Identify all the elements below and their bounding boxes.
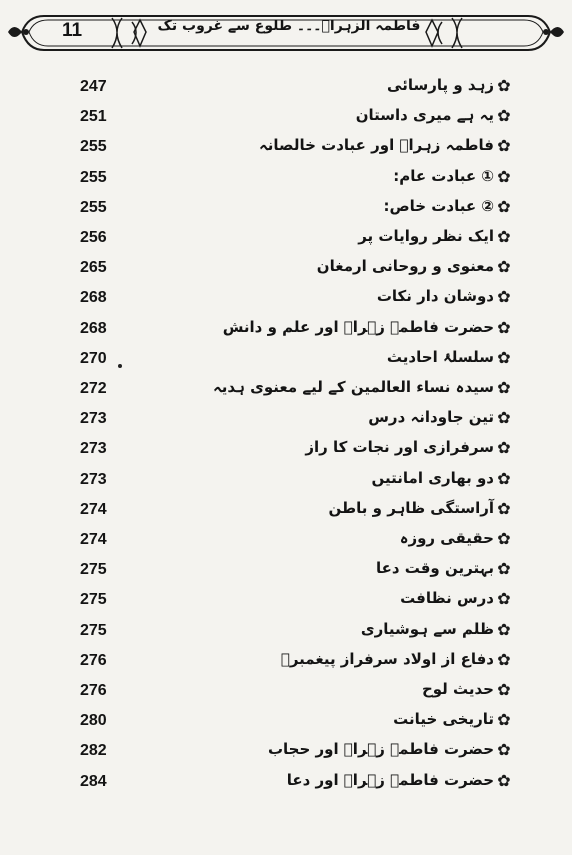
toc-page-number: 268	[80, 289, 107, 307]
toc-entry-title: سرفرازی اور نجات کا راز	[305, 438, 494, 457]
toc-row	[0, 738, 572, 768]
toc-row	[0, 225, 572, 255]
flower-bullet-icon: ✿	[497, 257, 511, 277]
toc-page-number: 274	[80, 500, 107, 518]
flower-bullet-icon: ✿	[497, 408, 511, 428]
stray-ink-dot	[118, 364, 122, 368]
toc-entry-title: تین جاودانہ درس	[368, 408, 494, 427]
flower-bullet-icon: ✿	[497, 529, 511, 548]
flower-bullet-icon: ✿	[497, 166, 511, 186]
toc-entry-title: ایک نظر روایات پر	[358, 227, 494, 245]
toc-entry-title: سلسلۂ احادیث	[386, 347, 494, 366]
toc-row	[0, 104, 572, 134]
toc-entry-title: ظلم سے ہوشیاری	[360, 619, 494, 638]
flower-bullet-icon: ✿	[497, 498, 511, 518]
toc-entry-title: ② عبادت خاص:	[383, 196, 494, 215]
toc-page-number: 284	[80, 772, 107, 790]
toc-entry-title: حقیقی روزہ	[399, 529, 494, 547]
toc-row	[0, 255, 572, 285]
toc-page-number: 275	[80, 591, 107, 609]
toc-page-number: 247	[80, 78, 107, 95]
toc-row	[0, 165, 572, 195]
flower-bullet-icon: ✿	[497, 287, 511, 307]
toc-entry-title: یہ ہے میری داستان	[355, 106, 494, 125]
toc-page-number: 275	[80, 621, 107, 639]
flower-bullet-icon: ✿	[497, 468, 511, 488]
flower-bullet-icon: ✿	[497, 770, 511, 790]
toc-row	[0, 74, 572, 104]
flower-bullet-icon: ✿	[497, 347, 511, 367]
toc-page-number: 276	[80, 651, 107, 669]
flower-bullet-icon: ✿	[497, 317, 511, 337]
flower-bullet-icon: ✿	[497, 740, 511, 760]
toc-row	[0, 648, 572, 678]
toc-row	[0, 557, 572, 587]
flower-bullet-icon: ✿	[497, 227, 511, 246]
toc-row	[0, 406, 572, 436]
toc-entry-title: آراستگی ظاہر و باطن	[328, 498, 494, 517]
flower-bullet-icon: ✿	[497, 649, 511, 669]
flower-bullet-icon: ✿	[497, 710, 511, 730]
flower-bullet-icon: ✿	[497, 589, 511, 609]
toc-page-number: 276	[80, 682, 107, 699]
toc-page-number: 255	[80, 198, 107, 216]
flower-bullet-icon: ✿	[497, 106, 511, 126]
toc-row	[0, 285, 572, 315]
toc-entry-title: معنوی و روحانی ارمغان	[316, 257, 494, 276]
toc-page-number: 273	[80, 470, 107, 488]
toc-page-number: 273	[80, 410, 107, 428]
toc-row	[0, 195, 572, 225]
toc-entry-title: درس نظافت	[400, 589, 494, 608]
toc-page-number: 280	[80, 712, 107, 730]
toc-entry-title: حضرت فاطمہ زہراؑ اور حجاب	[267, 740, 494, 759]
toc-page-number: 272	[80, 380, 107, 397]
flower-bullet-icon: ✿	[497, 378, 511, 397]
flower-bullet-icon: ✿	[497, 680, 511, 699]
toc-page-number: 275	[80, 561, 107, 579]
toc-entry-title: سیدہ نساء العالمین کے لیے معنوی ہدیہ	[212, 378, 494, 396]
toc-entry-title: ① عبادت عام:	[393, 166, 494, 185]
toc-entry-title: زہد و پارسائی	[387, 76, 494, 94]
toc-row	[0, 678, 572, 708]
toc-row	[0, 346, 572, 376]
flower-bullet-icon: ✿	[497, 76, 511, 95]
flower-bullet-icon: ✿	[497, 196, 511, 216]
toc-entry-title: دوشان دار نکات	[376, 287, 494, 306]
flower-bullet-icon: ✿	[497, 136, 511, 156]
toc-page-number: 282	[80, 742, 107, 760]
toc-row	[0, 769, 572, 799]
toc-entry-title: بہترین وقت دعا	[375, 559, 494, 578]
toc-entry-title: تاریخی خیانت	[393, 710, 494, 729]
toc-entry-title: حدیث لوح	[421, 680, 494, 698]
toc-row	[0, 134, 572, 164]
toc-row	[0, 497, 572, 527]
toc-page-number: 268	[80, 319, 107, 337]
table-of-contents	[0, 68, 572, 848]
toc-entry-title: حضرت فاطمہ زہراؑ اور دعا	[286, 770, 494, 789]
toc-row	[0, 708, 572, 738]
flower-bullet-icon: ✿	[497, 438, 511, 458]
toc-page-number: 270	[80, 349, 107, 367]
running-title: فاطمہ الزہراؑ۔۔۔ طلوع سے غروب تک	[157, 18, 421, 34]
toc-entry-title: دو بھاری امانتیں	[371, 468, 494, 487]
toc-row	[0, 467, 572, 497]
toc-row	[0, 527, 572, 557]
toc-page-number: 255	[80, 168, 107, 186]
page-header	[4, 4, 568, 62]
toc-entry-title: فاطمہ زہراؑ اور عبادت خالصانہ	[259, 136, 494, 155]
flower-bullet-icon: ✿	[497, 559, 511, 579]
toc-row	[0, 316, 572, 346]
toc-entry-title: حضرت فاطمہ زہراؑ اور علم و دانش	[222, 317, 494, 336]
page-number: 11	[62, 20, 83, 41]
toc-page-number: 251	[80, 108, 107, 126]
toc-row	[0, 376, 572, 406]
toc-row	[0, 618, 572, 648]
toc-page-number: 273	[80, 440, 107, 458]
toc-page-number: 274	[80, 531, 107, 548]
toc-page-number: 256	[80, 229, 107, 246]
toc-entry-title: دفاع از اولاد سرفراز پیغمبرؐ	[280, 649, 494, 668]
flower-bullet-icon: ✿	[497, 619, 511, 639]
toc-row	[0, 587, 572, 617]
toc-row	[0, 436, 572, 466]
toc-page-number: 265	[80, 259, 107, 277]
toc-page-number: 255	[80, 138, 107, 156]
